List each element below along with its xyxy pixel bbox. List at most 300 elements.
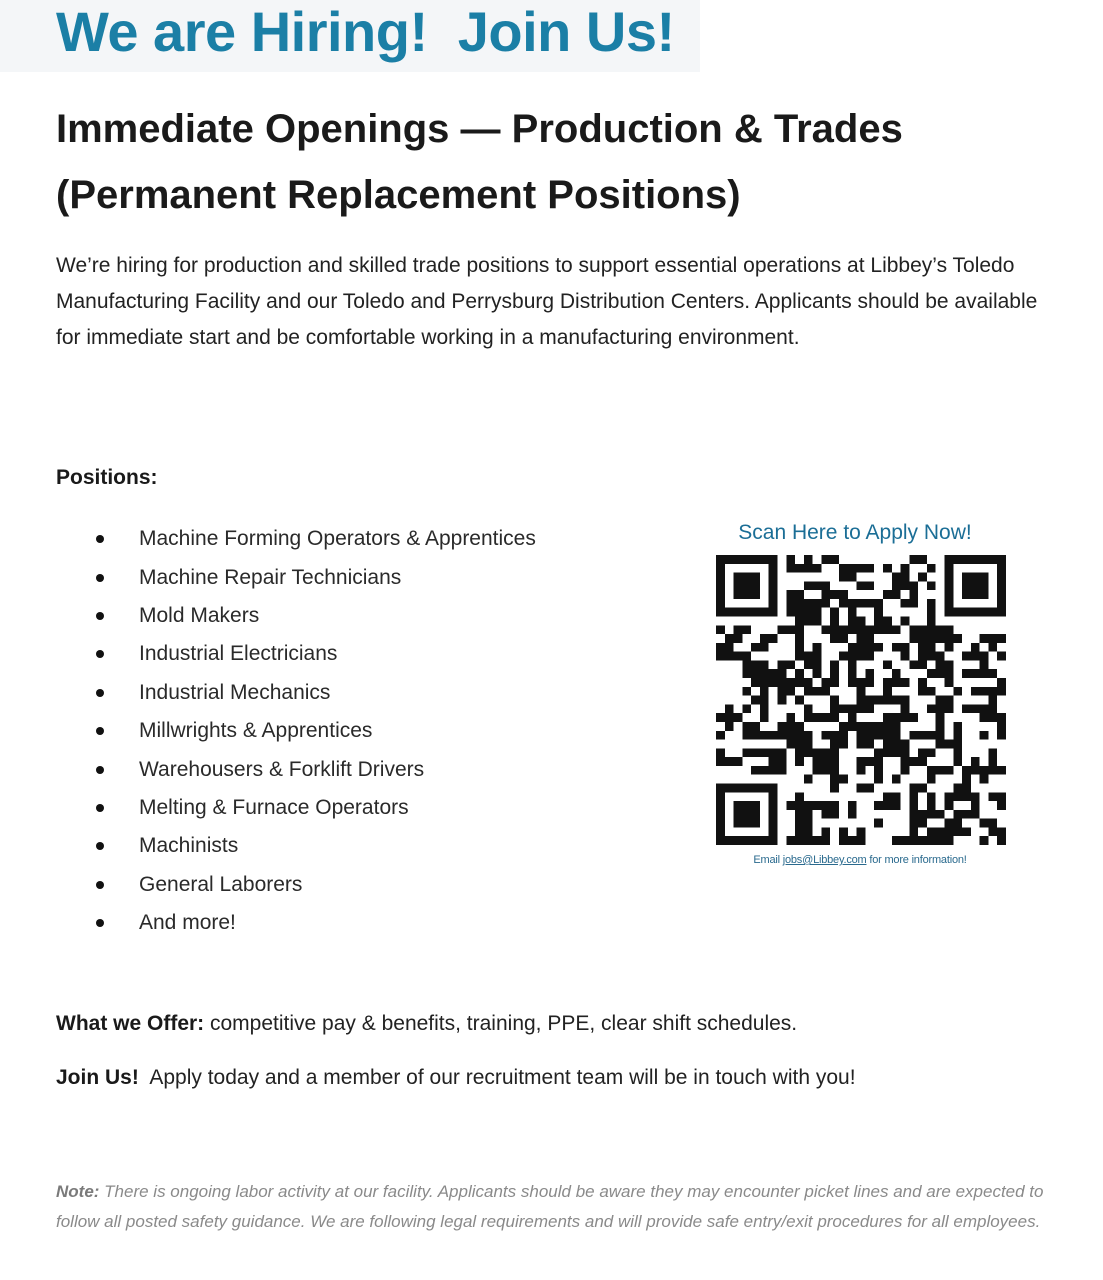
qr-module xyxy=(909,625,918,634)
qr-finder-center xyxy=(734,573,760,599)
qr-module xyxy=(980,766,989,775)
qr-module xyxy=(988,757,997,766)
qr-module xyxy=(725,713,734,722)
qr-module xyxy=(830,608,839,617)
qr-module xyxy=(778,687,787,696)
qr-module xyxy=(980,819,989,828)
qr-module xyxy=(857,827,866,836)
qr-module xyxy=(804,608,813,617)
qr-module xyxy=(804,555,813,564)
qr-module xyxy=(918,810,927,819)
qr-module xyxy=(936,696,945,705)
qr-module xyxy=(936,766,945,775)
qr-module xyxy=(962,652,971,661)
qr-module xyxy=(892,696,901,705)
qr-module xyxy=(857,652,866,661)
qr-module xyxy=(848,810,857,819)
qr-module xyxy=(839,722,848,731)
position-label: Industrial Electricians xyxy=(139,642,338,666)
qr-module xyxy=(927,792,936,801)
qr-module xyxy=(892,590,901,599)
qr-module xyxy=(839,652,848,661)
qr-module xyxy=(874,775,883,784)
qr-module xyxy=(804,652,813,661)
qr-module xyxy=(997,634,1006,643)
position-label: Machine Forming Operators & Apprentices xyxy=(139,527,536,551)
offer-line xyxy=(56,1012,1066,1036)
qr-module xyxy=(760,731,769,740)
qr-module xyxy=(813,713,822,722)
qr-module xyxy=(786,660,795,669)
qr-module xyxy=(918,660,927,669)
qr-module xyxy=(971,669,980,678)
qr-module xyxy=(962,827,971,836)
qr-module xyxy=(778,757,787,766)
qr-module xyxy=(830,590,839,599)
note-text: There is ongoing labor activity at our facility. Applicants should be aware they may encounter picket lines and are expected to follow all posted safety guidance. We are following legal requirements and will provide safe entry/exit procedures for all employees. xyxy=(56,1182,1044,1231)
list-item xyxy=(90,866,536,904)
qr-module xyxy=(936,810,945,819)
qr-module xyxy=(813,608,822,617)
qr-module xyxy=(716,713,725,722)
qr-module xyxy=(874,608,883,617)
qr-module xyxy=(988,819,997,828)
bullet-icon xyxy=(96,842,104,850)
qr-module xyxy=(971,810,980,819)
qr-module xyxy=(795,810,804,819)
qr-module xyxy=(918,757,927,766)
qr-module xyxy=(927,704,936,713)
qr-module xyxy=(795,740,804,749)
qr-module xyxy=(848,617,857,626)
qr-module xyxy=(778,722,787,731)
qr-module xyxy=(839,590,848,599)
qr-module xyxy=(997,836,1006,845)
qr-module xyxy=(980,687,989,696)
qr-module xyxy=(857,599,866,608)
qr-module xyxy=(874,617,883,626)
qr-module xyxy=(944,740,953,749)
qr-module xyxy=(988,792,997,801)
qr-module xyxy=(944,836,953,845)
qr-module xyxy=(813,836,822,845)
qr-module xyxy=(883,713,892,722)
qr-module xyxy=(742,652,751,661)
qr-module xyxy=(927,564,936,573)
qr-module xyxy=(734,757,743,766)
qr-module xyxy=(742,669,751,678)
qr-module xyxy=(865,731,874,740)
qr-module xyxy=(813,801,822,810)
qr-module xyxy=(716,731,725,740)
qr-module xyxy=(795,625,804,634)
subtitle-line-2: (Permanent Replacement Positions) xyxy=(56,173,741,217)
qr-module xyxy=(830,748,839,757)
qr-module xyxy=(918,643,927,652)
qr-module xyxy=(944,827,953,836)
qr-module xyxy=(918,836,927,845)
qr-module xyxy=(813,599,822,608)
qr-module xyxy=(901,581,910,590)
qr-module xyxy=(760,687,769,696)
qr-module xyxy=(716,757,725,766)
list-item xyxy=(90,712,536,750)
qr-finder-center xyxy=(962,573,988,599)
offer-text: competitive pay & benefits, training, PPE, clear shift schedules. xyxy=(204,1012,798,1035)
qr-module xyxy=(918,819,927,828)
qr-module xyxy=(901,713,910,722)
list-item xyxy=(90,558,536,596)
qr-module xyxy=(795,801,804,810)
qr-module xyxy=(848,573,857,582)
qr-module xyxy=(848,625,857,634)
qr-module xyxy=(734,634,743,643)
qr-module xyxy=(821,731,830,740)
qr-module xyxy=(883,564,892,573)
qr-module xyxy=(971,801,980,810)
qr-module xyxy=(883,687,892,696)
qr-module xyxy=(760,660,769,669)
qr-module xyxy=(892,625,901,634)
qr-module xyxy=(857,564,866,573)
qr-module xyxy=(821,581,830,590)
qr-module xyxy=(786,625,795,634)
qr-module xyxy=(988,748,997,757)
qr-module xyxy=(980,836,989,845)
qr-module xyxy=(865,722,874,731)
qr-module xyxy=(901,599,910,608)
qr-module xyxy=(892,740,901,749)
qr-module xyxy=(997,687,1006,696)
qr-module xyxy=(927,810,936,819)
qr-module xyxy=(865,634,874,643)
qr-module xyxy=(918,783,927,792)
qr-module xyxy=(883,748,892,757)
qr-module xyxy=(953,722,962,731)
position-label: Millwrights & Apprentices xyxy=(139,719,373,743)
qr-module xyxy=(944,819,953,828)
qr-module xyxy=(988,713,997,722)
qr-module xyxy=(918,634,927,643)
qr-module xyxy=(927,581,936,590)
qr-module xyxy=(874,757,883,766)
bullet-icon xyxy=(96,766,104,774)
qr-module xyxy=(760,669,769,678)
qr-module xyxy=(927,748,936,757)
qr-module xyxy=(725,643,734,652)
qr-module xyxy=(786,687,795,696)
qr-module xyxy=(839,836,848,845)
qr-module xyxy=(927,669,936,678)
qr-module xyxy=(874,599,883,608)
qr-module xyxy=(918,731,927,740)
qr-module xyxy=(742,704,751,713)
qr-module xyxy=(892,643,901,652)
qr-module xyxy=(901,652,910,661)
qr-module xyxy=(804,810,813,819)
qr-module xyxy=(865,783,874,792)
qr-module xyxy=(769,731,778,740)
qr-module xyxy=(786,731,795,740)
qr-module xyxy=(795,819,804,828)
qr-module xyxy=(988,687,997,696)
qr-module xyxy=(848,608,857,617)
qr-module xyxy=(892,573,901,582)
qr-module xyxy=(830,783,839,792)
qr-module xyxy=(883,617,892,626)
qr-module xyxy=(848,660,857,669)
qr-module xyxy=(909,599,918,608)
list-item xyxy=(90,635,536,673)
qr-module xyxy=(988,634,997,643)
qr-module xyxy=(821,687,830,696)
qr-module xyxy=(865,740,874,749)
qr-module xyxy=(944,634,953,643)
list-item xyxy=(90,789,536,827)
qr-module xyxy=(874,722,883,731)
qr-module xyxy=(813,757,822,766)
qr-module xyxy=(804,836,813,845)
qr-module xyxy=(953,740,962,749)
qr-module xyxy=(865,581,874,590)
qr-module xyxy=(821,555,830,564)
qr-module xyxy=(953,757,962,766)
qr-module xyxy=(804,678,813,687)
qr-module xyxy=(778,669,787,678)
qr-module xyxy=(769,766,778,775)
qr-module xyxy=(778,748,787,757)
qr-module xyxy=(865,757,874,766)
qr-module xyxy=(804,731,813,740)
qr-module xyxy=(830,617,839,626)
qr-module xyxy=(769,757,778,766)
qr-module xyxy=(821,836,830,845)
qr-module xyxy=(927,801,936,810)
qr-module xyxy=(795,731,804,740)
qr-module xyxy=(804,801,813,810)
qr-module xyxy=(751,748,760,757)
qr-module xyxy=(997,722,1006,731)
qr-module xyxy=(980,775,989,784)
email-link[interactable]: jobs@Libbey.com xyxy=(782,854,867,866)
position-label: General Laborers xyxy=(139,872,303,896)
qr-module xyxy=(988,704,997,713)
qr-module xyxy=(953,792,962,801)
qr-module xyxy=(980,731,989,740)
qr-module xyxy=(953,731,962,740)
qr-module xyxy=(927,608,936,617)
qr-module xyxy=(725,722,734,731)
qr-module xyxy=(751,643,760,652)
qr-module xyxy=(813,687,822,696)
qr-module xyxy=(927,643,936,652)
qr-module xyxy=(821,810,830,819)
qr-module xyxy=(786,836,795,845)
qr-module xyxy=(980,652,989,661)
qr-module xyxy=(901,573,910,582)
qr-module xyxy=(953,634,962,643)
qr-module xyxy=(813,581,822,590)
qr-module xyxy=(927,827,936,836)
page-title: We are Hiring! Join Us! xyxy=(56,0,675,63)
position-label: Warehousers & Forklift Drivers xyxy=(139,757,425,781)
qr-module xyxy=(918,748,927,757)
qr-module xyxy=(795,757,804,766)
qr-module xyxy=(909,757,918,766)
qr-module xyxy=(944,766,953,775)
qr-module xyxy=(830,740,839,749)
qr-module xyxy=(936,827,945,836)
qr-module xyxy=(883,696,892,705)
bullet-icon xyxy=(96,727,104,735)
qr-module xyxy=(778,678,787,687)
qr-module xyxy=(901,740,910,749)
qr-module xyxy=(830,625,839,634)
qr-module xyxy=(971,652,980,661)
qr-module xyxy=(786,555,795,564)
offer-label: What we Offer: xyxy=(56,1012,205,1035)
qr-module xyxy=(769,678,778,687)
qr-module xyxy=(988,669,997,678)
qr-module xyxy=(751,722,760,731)
qr-module xyxy=(874,748,883,757)
qr-module xyxy=(865,696,874,705)
qr-module xyxy=(857,634,866,643)
qr-module xyxy=(918,687,927,696)
qr-module xyxy=(944,792,953,801)
qr-module xyxy=(857,625,866,634)
qr-module xyxy=(795,748,804,757)
qr-module xyxy=(848,652,857,661)
qr-module xyxy=(901,643,910,652)
qr-module xyxy=(734,625,743,634)
qr-module xyxy=(997,766,1006,775)
qr-module xyxy=(909,819,918,828)
qr-module xyxy=(953,748,962,757)
qr-module xyxy=(865,678,874,687)
bullet-icon xyxy=(96,881,104,889)
qr-module xyxy=(769,669,778,678)
qr-module xyxy=(760,678,769,687)
bullet-icon xyxy=(96,804,104,812)
qr-module xyxy=(760,766,769,775)
qr-module xyxy=(821,625,830,634)
qr-module xyxy=(883,660,892,669)
qr-module xyxy=(936,634,945,643)
qr-module xyxy=(892,669,901,678)
qr-module xyxy=(821,801,830,810)
qr-module xyxy=(865,564,874,573)
qr-module xyxy=(857,757,866,766)
qr-module xyxy=(988,643,997,652)
qr-module xyxy=(795,696,804,705)
qr-module xyxy=(909,590,918,599)
qr-module xyxy=(804,748,813,757)
qr-module xyxy=(804,617,813,626)
qr-module xyxy=(997,792,1006,801)
qr-module xyxy=(857,617,866,626)
qr-module xyxy=(936,660,945,669)
qr-module xyxy=(953,783,962,792)
qr-module xyxy=(821,827,830,836)
qr-module xyxy=(786,722,795,731)
qr-module xyxy=(918,652,927,661)
qr-module xyxy=(988,766,997,775)
join-label: Join Us! xyxy=(56,1066,139,1089)
qr-module xyxy=(804,775,813,784)
qr-module xyxy=(883,792,892,801)
qr-module xyxy=(795,599,804,608)
position-label: And more! xyxy=(139,911,236,935)
position-label: Machinists xyxy=(139,834,239,858)
subtitle-line-1: Immediate Openings — Production & Trades xyxy=(56,107,903,151)
qr-module xyxy=(795,608,804,617)
qr-module xyxy=(813,652,822,661)
qr-module xyxy=(857,643,866,652)
qr-module xyxy=(927,634,936,643)
qr-module xyxy=(936,704,945,713)
qr-module xyxy=(760,696,769,705)
qr-module xyxy=(944,801,953,810)
qr-module xyxy=(734,713,743,722)
qr-module xyxy=(839,775,848,784)
qr-module xyxy=(892,713,901,722)
qr-module xyxy=(892,836,901,845)
qr-module xyxy=(821,757,830,766)
qr-module xyxy=(795,722,804,731)
qr-module xyxy=(936,722,945,731)
qr-module xyxy=(830,713,839,722)
bullet-icon xyxy=(96,919,104,927)
qr-module xyxy=(804,581,813,590)
qr-module xyxy=(962,775,971,784)
positions-heading: Positions: xyxy=(56,466,158,489)
qr-module xyxy=(786,599,795,608)
qr-module xyxy=(883,801,892,810)
qr-module xyxy=(839,599,848,608)
qr-module xyxy=(839,634,848,643)
bullet-icon xyxy=(96,535,104,543)
qr-heading: Scan Here to Apply Now! xyxy=(738,521,972,544)
qr-module xyxy=(901,617,910,626)
qr-module xyxy=(883,678,892,687)
qr-module xyxy=(795,792,804,801)
qr-module xyxy=(804,660,813,669)
qr-module xyxy=(821,590,830,599)
qr-module xyxy=(944,704,953,713)
qr-module xyxy=(927,687,936,696)
qr-module xyxy=(936,836,945,845)
list-item xyxy=(90,520,536,558)
qr-module xyxy=(927,775,936,784)
qr-module xyxy=(909,660,918,669)
qr-module xyxy=(813,564,822,573)
qr-module xyxy=(918,573,927,582)
qr-caption-suffix: for more information! xyxy=(866,854,967,866)
qr-module xyxy=(918,678,927,687)
qr-module xyxy=(909,810,918,819)
qr-module xyxy=(830,775,839,784)
bullet-icon xyxy=(96,612,104,620)
list-item xyxy=(90,904,536,942)
list-item xyxy=(90,597,536,635)
qr-module xyxy=(988,827,997,836)
qr-module xyxy=(892,792,901,801)
qr-module xyxy=(980,669,989,678)
qr-module xyxy=(813,660,822,669)
qr-module xyxy=(909,827,918,836)
qr-code[interactable] xyxy=(716,555,1006,845)
